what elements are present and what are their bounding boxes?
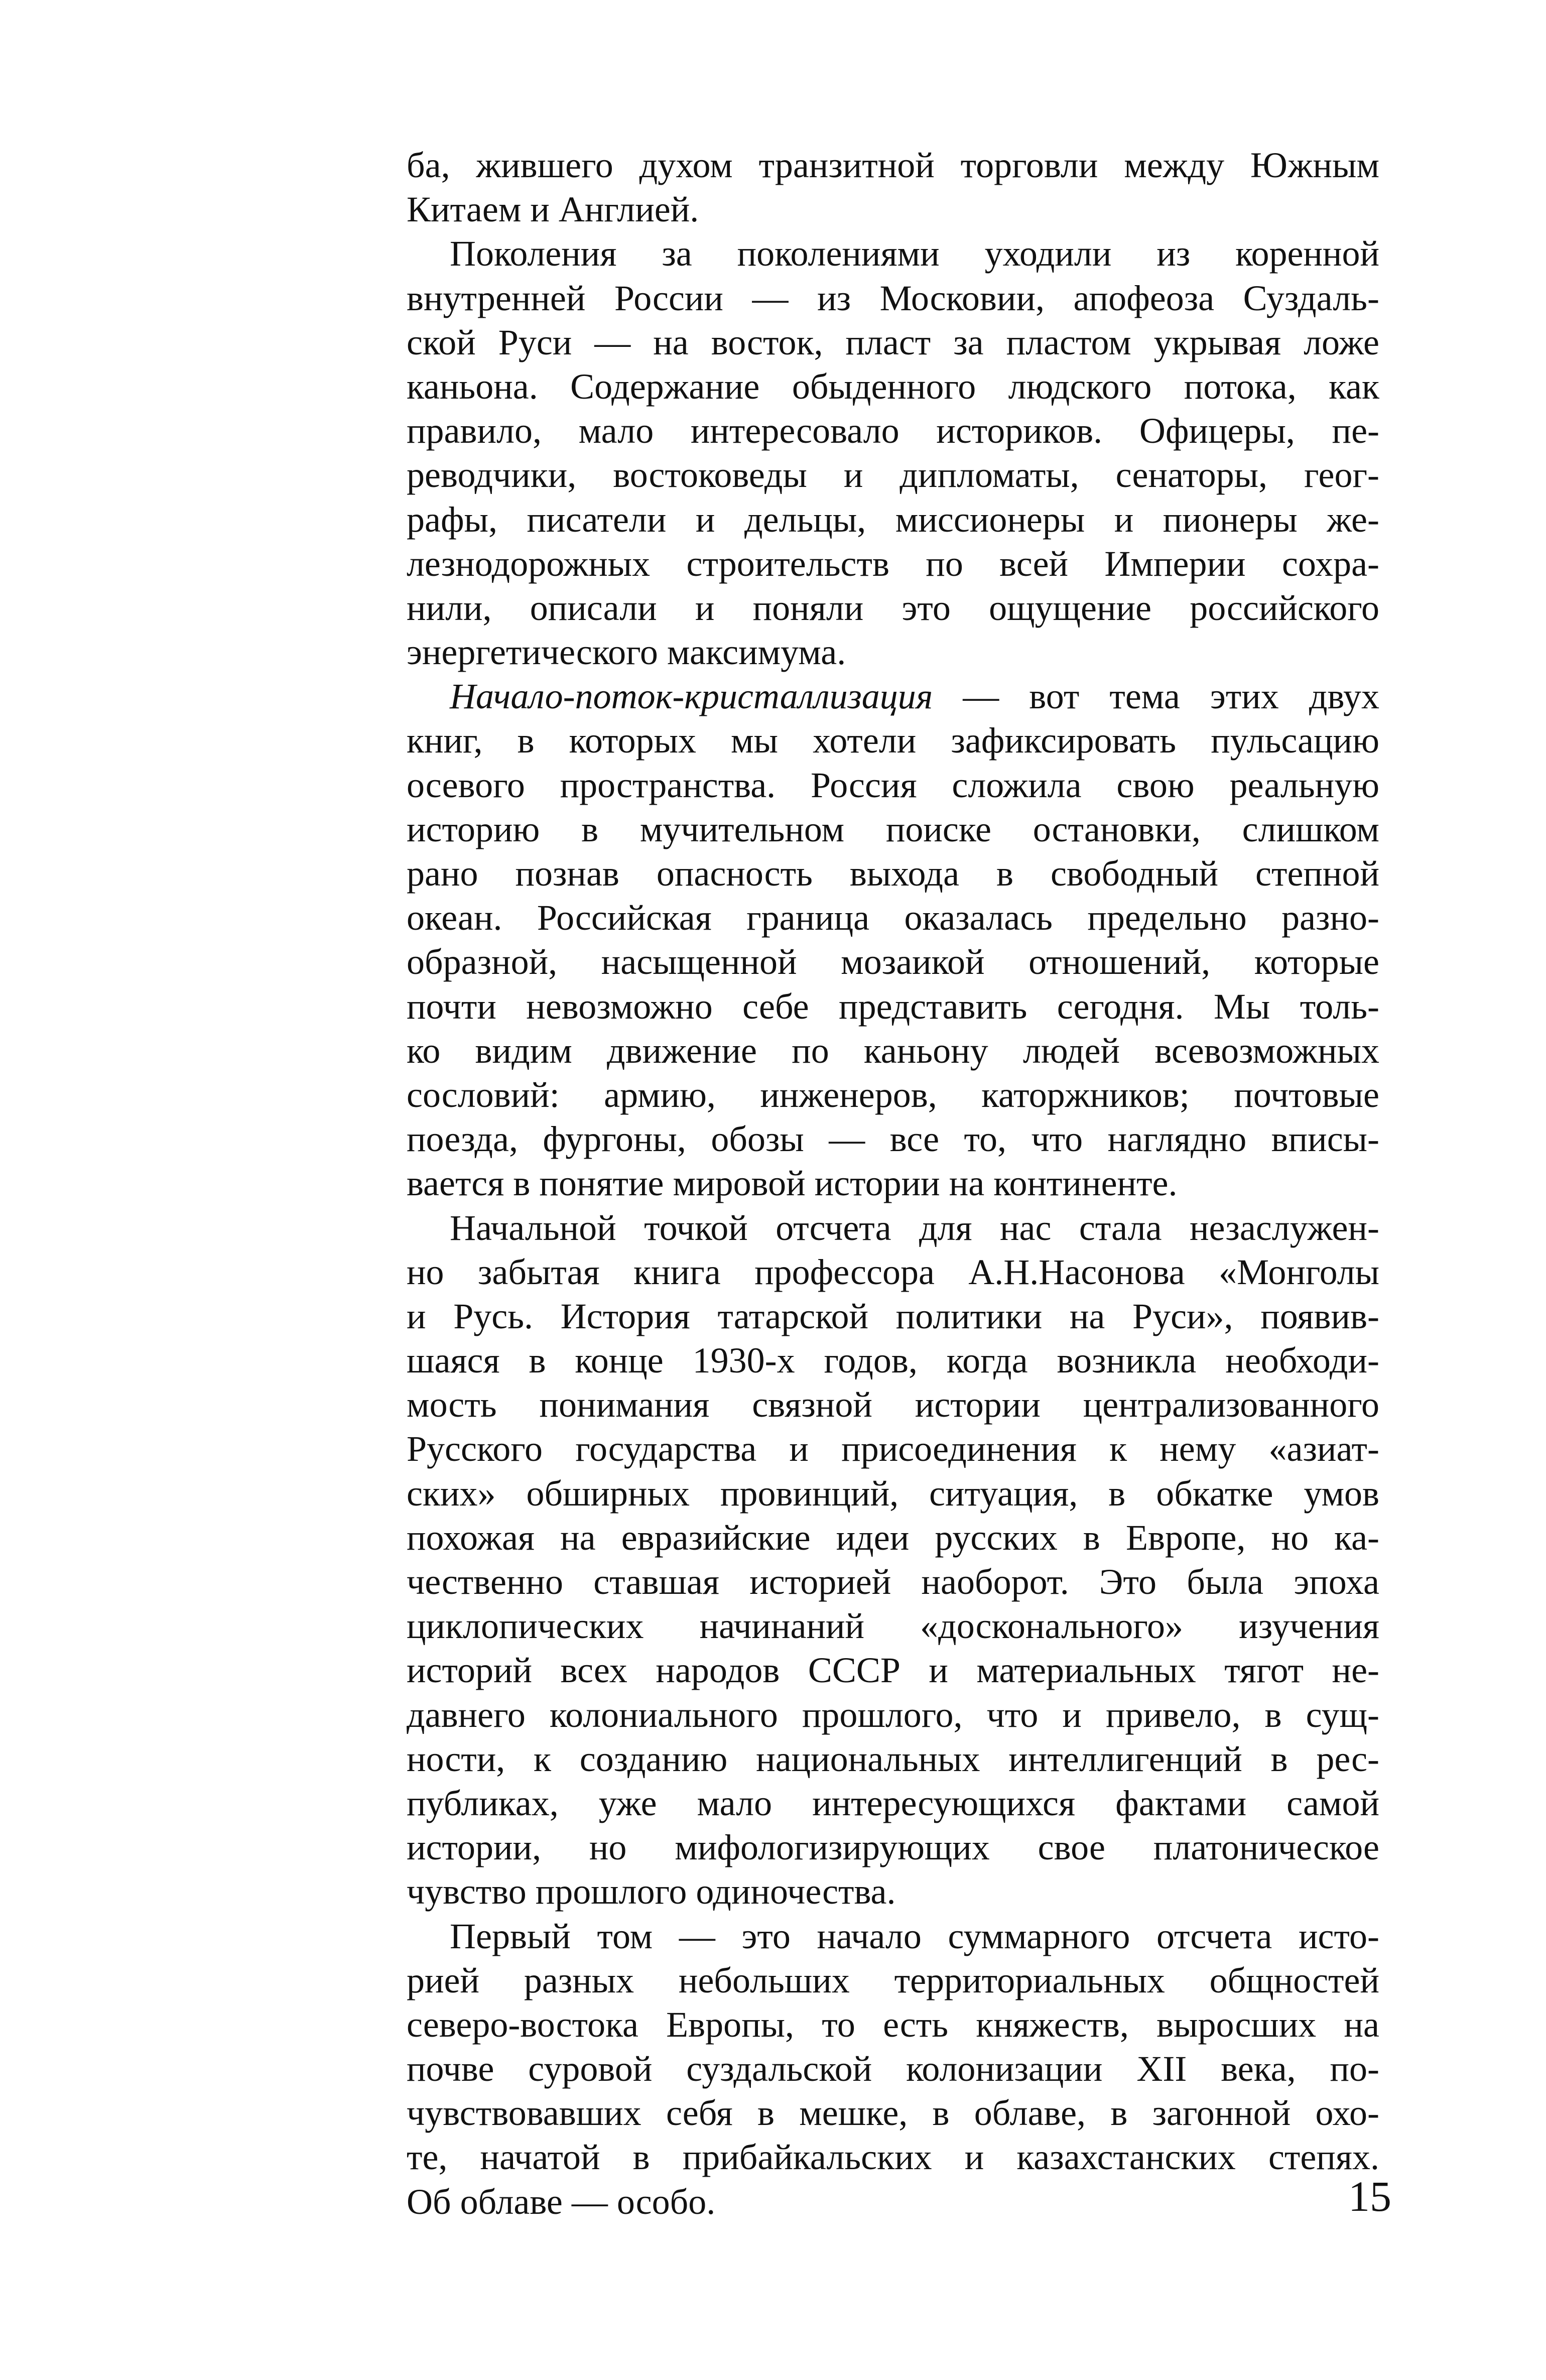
text-line: историю в мучительном поиске остановки, слишком — [407, 809, 1379, 849]
text-line: лезнодорожных строительств по всей Империи сохра- — [407, 543, 1379, 584]
text-line: похожая на евразийские идеи русских в Европе, но ка- — [407, 1517, 1379, 1558]
italic-lead: Начало-поток-кристаллизация — [450, 676, 933, 717]
text-line: и Русь. История татарской политики на Руси», появив- — [407, 1296, 1379, 1336]
text-line: ко видим движение по каньону людей всевозможных — [407, 1030, 1379, 1071]
page-number: 15 — [1348, 2172, 1391, 2220]
text-line: осевого пространства. Россия сложила свою реальную — [407, 765, 1379, 805]
text-line: правило, мало интересовало историков. Офицеры, пе- — [407, 411, 1379, 451]
text-line: каньона. Содержание обыденного людского потока, как — [407, 366, 1379, 407]
paragraph — [407, 143, 1379, 231]
text-line: почти невозможно себе представить сегодня. Мы толь- — [407, 986, 1379, 1027]
text-line: ских» обширных провинций, ситуация, в обкатке умов — [407, 1473, 1379, 1514]
text-line: циклопических начинаний «досконального» изучения — [407, 1606, 1379, 1647]
text-line: Первый том — это начало суммарного отсчета исто- — [450, 1916, 1379, 1956]
text-line: Русского государства и присоединения к нему «азиат- — [407, 1429, 1379, 1469]
text-line: но забытая книга профессора А.Н.Насонова «Монголы — [407, 1251, 1379, 1292]
paragraph — [407, 674, 1379, 1205]
text-line: Поколения за поколениями уходили из коренной — [450, 233, 1379, 274]
paragraph — [407, 1206, 1379, 1914]
text-line: истории, но мифологизирующих свое платоническое — [407, 1827, 1379, 1868]
text-line: северо-востока Европы, то есть княжеств, выросших на — [407, 2004, 1379, 2045]
text-line: поезда, фургоны, обозы — все то, что наглядно вписы- — [407, 1119, 1379, 1160]
text-line: реводчики, востоковеды и дипломаты, сенаторы, геог- — [407, 455, 1379, 495]
text-line: рафы, писатели и дельцы, миссионеры и пионеры же- — [407, 499, 1379, 540]
text-line: давнего колониального прошлого, что и привело, в сущ- — [407, 1694, 1379, 1735]
text-line — [407, 674, 1379, 718]
paragraph — [407, 1914, 1379, 2224]
text-line: нили, описали и поняли это ощущение российского — [407, 587, 1379, 628]
text-line: рано познав опасность выхода в свободный степной — [407, 853, 1379, 894]
text-line: публиках, уже мало интересующихся фактами самой — [407, 1783, 1379, 1823]
text-line: вается в понятие мировой истории на континенте. — [407, 1163, 1178, 1204]
text-line: образной, насыщенной мозаикой отношений, которые — [407, 942, 1379, 982]
text-line: чественно ставшая историей наоборот. Это была эпоха — [407, 1562, 1379, 1602]
text-line: Об облаве — особо. — [407, 2181, 716, 2222]
text-line: сословий: армию, инженеров, каторжников; почтовые — [407, 1074, 1379, 1115]
text-line: те, начатой в прибайкальских и казахстанских степях. — [407, 2137, 1379, 2178]
text-line: ской Руси — на восток, пласт за пластом укрывая ложе — [407, 322, 1379, 362]
text-line: Начальной точкой отсчета для нас стала незаслужен- — [450, 1207, 1379, 1248]
text-line: чувствовавших себя в мешке, в облаве, в загонной охо- — [407, 2093, 1379, 2134]
text-line: чувство прошлого одиночества. — [407, 1871, 896, 1912]
text-line: книг, в которых мы хотели зафиксировать пульсацию — [407, 720, 1379, 761]
text-line: энергетического максимума. — [407, 632, 846, 673]
text-line: ности, к созданию национальных интеллигенций в рес- — [407, 1738, 1379, 1779]
text-line: ба, жившего духом транзитной торговли между Южным — [407, 145, 1379, 185]
text-line: историй всех народов СССР и материальных тягот не- — [407, 1650, 1379, 1691]
text-line: внутренней России — из Московии, апофеоза Суздаль- — [407, 278, 1379, 318]
body-text — [407, 143, 1379, 2224]
text-line: шаяся в конце 1930-х годов, когда возникла необходи- — [407, 1340, 1379, 1381]
text-run: — вот тема этих двух — [933, 676, 1379, 717]
text-line: рией разных небольших территориальных общностей — [407, 1960, 1379, 2000]
text-line: океан. Российская граница оказалась предельно разно- — [407, 898, 1379, 938]
text-line: Китаем и Англией. — [407, 189, 699, 230]
text-line: почве суровой суздальской колонизации XII века, по- — [407, 2049, 1379, 2089]
paragraph — [407, 231, 1379, 674]
text-line: мость понимания связной истории централизованного — [407, 1385, 1379, 1425]
